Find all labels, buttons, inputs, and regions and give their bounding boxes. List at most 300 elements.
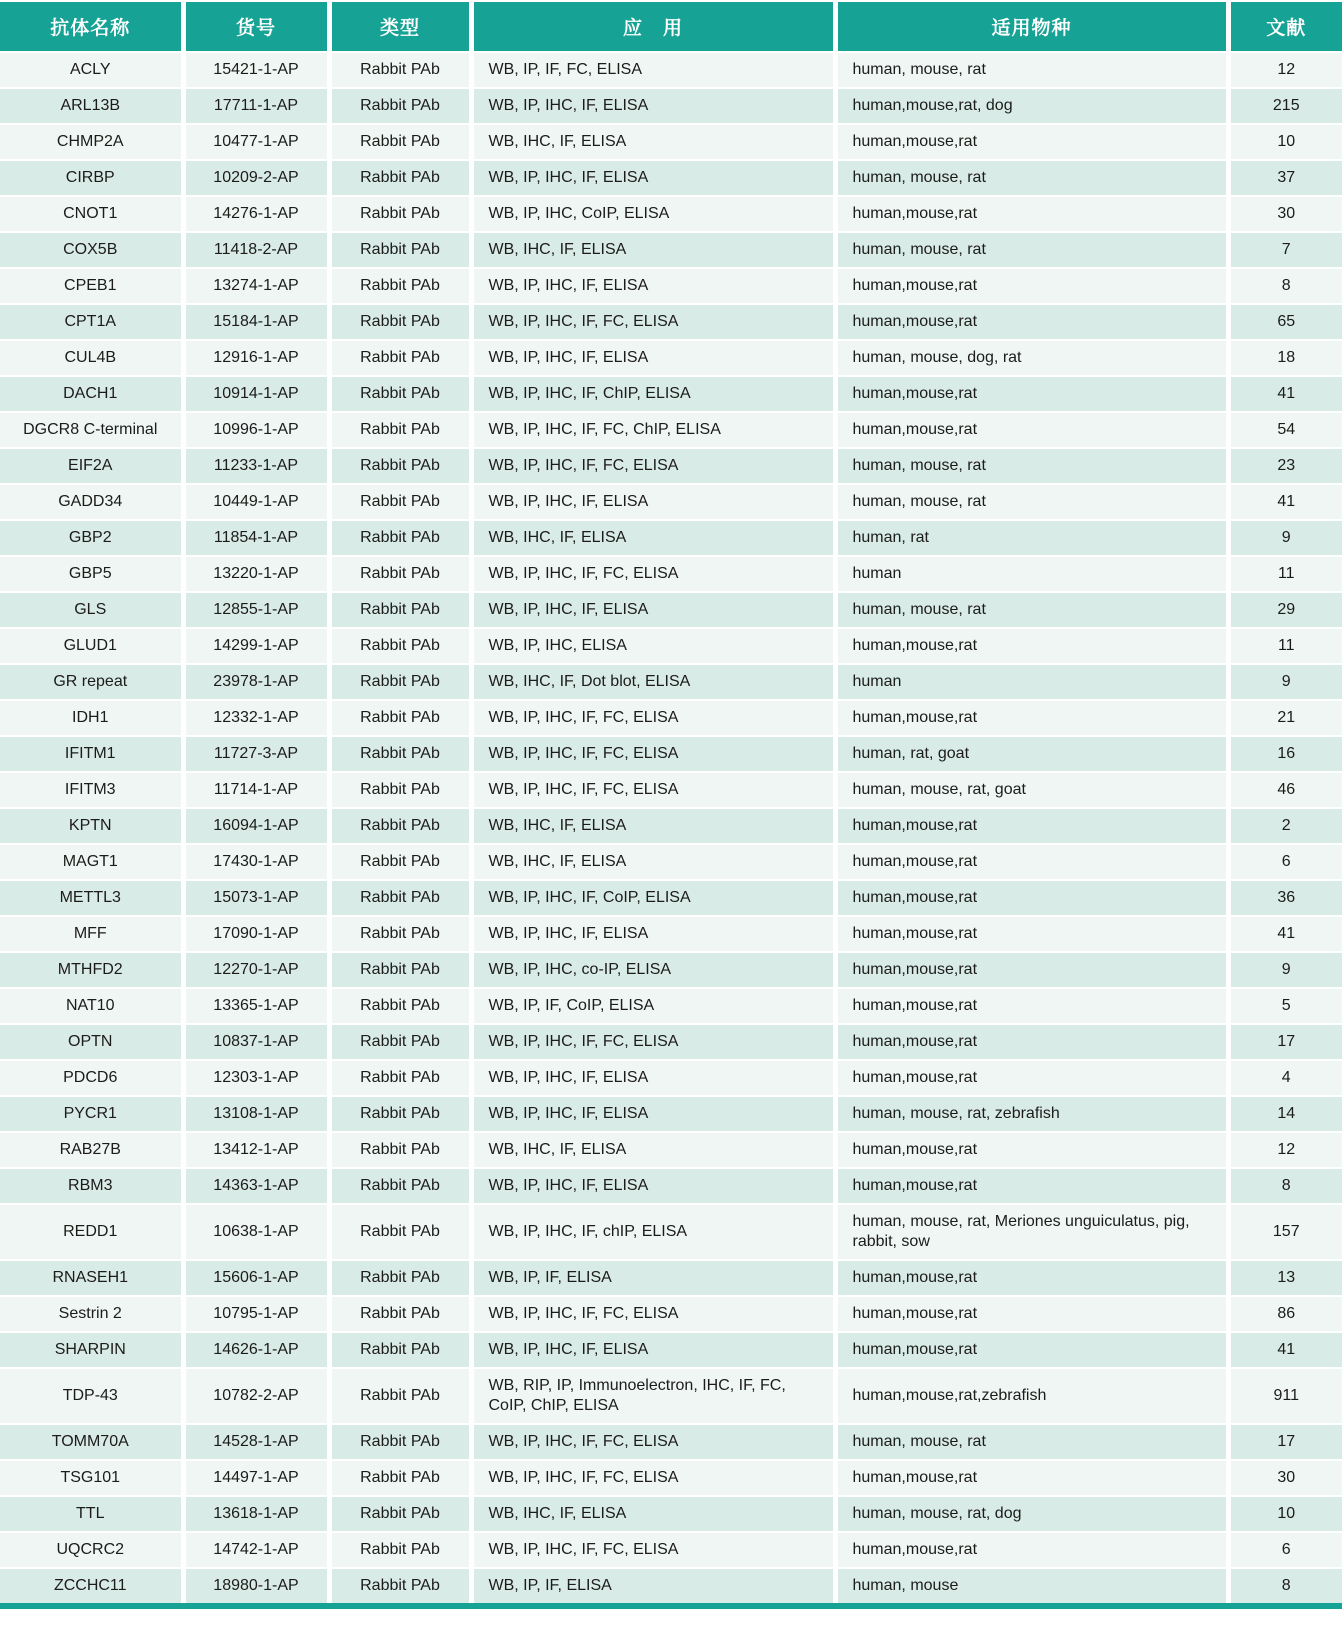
table-row	[0, 628, 1342, 664]
applications-cell: WB, IP, IF, CoIP, ELISA	[471, 988, 835, 1024]
header-row	[0, 1, 1342, 52]
table-row	[0, 1060, 1342, 1096]
type-cell: Rabbit PAb	[329, 304, 471, 340]
table-row	[0, 988, 1342, 1024]
catalog-number-cell: 13412-1-AP	[183, 1132, 329, 1168]
applications-cell: WB, IP, IHC, IF, FC, ELISA	[471, 772, 835, 808]
references-count-cell: 10	[1228, 124, 1342, 160]
applications-cell: WB, IP, IHC, IF, FC, ELISA	[471, 700, 835, 736]
references-count-cell: 30	[1228, 196, 1342, 232]
species-cell: human,mouse,rat	[835, 916, 1228, 952]
applications-cell: WB, IP, IHC, IF, ELISA	[471, 484, 835, 520]
type-cell: Rabbit PAb	[329, 232, 471, 268]
type-cell: Rabbit PAb	[329, 1260, 471, 1296]
catalog-number-cell: 10996-1-AP	[183, 412, 329, 448]
references-count-cell: 36	[1228, 880, 1342, 916]
catalog-number-cell: 12270-1-AP	[183, 952, 329, 988]
species-cell: human, mouse, rat, goat	[835, 772, 1228, 808]
table-row	[0, 952, 1342, 988]
applications-cell: WB, IP, IHC, IF, FC, ELISA	[471, 556, 835, 592]
antibody-name-cell: DACH1	[0, 376, 183, 412]
table-row	[0, 412, 1342, 448]
references-count-cell: 17	[1228, 1024, 1342, 1060]
applications-cell: WB, IHC, IF, Dot blot, ELISA	[471, 664, 835, 700]
species-cell: human,mouse,rat	[835, 412, 1228, 448]
table-row	[0, 1532, 1342, 1568]
type-cell: Rabbit PAb	[329, 412, 471, 448]
antibody-name-cell: ARL13B	[0, 88, 183, 124]
applications-cell: WB, IP, IHC, IF, ELISA	[471, 160, 835, 196]
species-cell: human,mouse,rat	[835, 1332, 1228, 1368]
references-count-cell: 157	[1228, 1204, 1342, 1260]
table-header	[0, 1, 1342, 52]
table-row	[0, 1424, 1342, 1460]
species-cell: human,mouse,rat	[835, 988, 1228, 1024]
catalog-number-cell: 17090-1-AP	[183, 916, 329, 952]
antibody-name-cell: CPT1A	[0, 304, 183, 340]
type-cell: Rabbit PAb	[329, 196, 471, 232]
catalog-number-cell: 10209-2-AP	[183, 160, 329, 196]
species-cell: human,mouse,rat,zebrafish	[835, 1368, 1228, 1424]
catalog-number-cell: 10782-2-AP	[183, 1368, 329, 1424]
type-cell: Rabbit PAb	[329, 592, 471, 628]
table-body	[0, 52, 1342, 1606]
antibody-name-cell: TDP-43	[0, 1368, 183, 1424]
catalog-number-cell: 12916-1-AP	[183, 340, 329, 376]
antibody-name-cell: GLUD1	[0, 628, 183, 664]
references-count-cell: 46	[1228, 772, 1342, 808]
species-cell: human,mouse,rat	[835, 1060, 1228, 1096]
references-count-cell: 8	[1228, 1568, 1342, 1606]
type-cell: Rabbit PAb	[329, 1532, 471, 1568]
species-cell: human, mouse, dog, rat	[835, 340, 1228, 376]
antibody-name-cell: MFF	[0, 916, 183, 952]
catalog-number-cell: 14528-1-AP	[183, 1424, 329, 1460]
species-cell: human, mouse, rat	[835, 484, 1228, 520]
antibody-name-cell: CHMP2A	[0, 124, 183, 160]
references-count-cell: 17	[1228, 1424, 1342, 1460]
catalog-number-cell: 10638-1-AP	[183, 1204, 329, 1260]
catalog-number-cell: 11418-2-AP	[183, 232, 329, 268]
type-cell: Rabbit PAb	[329, 448, 471, 484]
antibody-name-cell: GR repeat	[0, 664, 183, 700]
type-cell: Rabbit PAb	[329, 1332, 471, 1368]
type-cell: Rabbit PAb	[329, 772, 471, 808]
species-cell: human, mouse, rat	[835, 52, 1228, 88]
species-cell: human,mouse,rat	[835, 700, 1228, 736]
species-cell: human, mouse, rat, Meriones unguiculatus, pig, rabbit, sow	[835, 1204, 1228, 1260]
antibody-name-cell: CPEB1	[0, 268, 183, 304]
references-count-cell: 911	[1228, 1368, 1342, 1424]
antibody-name-cell: EIF2A	[0, 448, 183, 484]
references-count-cell: 6	[1228, 844, 1342, 880]
references-count-cell: 86	[1228, 1296, 1342, 1332]
references-count-cell: 7	[1228, 232, 1342, 268]
applications-cell: WB, IP, IHC, IF, ChIP, ELISA	[471, 376, 835, 412]
type-cell: Rabbit PAb	[329, 1024, 471, 1060]
table-row	[0, 304, 1342, 340]
antibody-name-cell: GBP5	[0, 556, 183, 592]
references-count-cell: 37	[1228, 160, 1342, 196]
references-count-cell: 23	[1228, 448, 1342, 484]
species-cell: human, mouse, rat	[835, 1424, 1228, 1460]
table-row	[0, 484, 1342, 520]
catalog-number-cell: 14742-1-AP	[183, 1532, 329, 1568]
species-cell: human,mouse,rat	[835, 376, 1228, 412]
references-count-cell: 8	[1228, 268, 1342, 304]
table-row	[0, 1096, 1342, 1132]
catalog-number-cell: 11714-1-AP	[183, 772, 329, 808]
applications-cell: WB, IP, IHC, IF, FC, ChIP, ELISA	[471, 412, 835, 448]
table-row	[0, 88, 1342, 124]
antibody-name-cell: REDD1	[0, 1204, 183, 1260]
antibody-name-cell: MTHFD2	[0, 952, 183, 988]
type-cell: Rabbit PAb	[329, 52, 471, 88]
catalog-number-cell: 16094-1-AP	[183, 808, 329, 844]
catalog-number-cell: 15184-1-AP	[183, 304, 329, 340]
catalog-number-cell: 14276-1-AP	[183, 196, 329, 232]
applications-cell: WB, IP, IHC, ELISA	[471, 628, 835, 664]
antibody-name-cell: PDCD6	[0, 1060, 183, 1096]
antibody-name-cell: DGCR8 C-terminal	[0, 412, 183, 448]
type-cell: Rabbit PAb	[329, 1168, 471, 1204]
species-cell: human,mouse,rat	[835, 268, 1228, 304]
table-row	[0, 520, 1342, 556]
species-cell: human,mouse,rat	[835, 1260, 1228, 1296]
applications-cell: WB, IP, IHC, IF, ELISA	[471, 1060, 835, 1096]
catalog-number-cell: 14299-1-AP	[183, 628, 329, 664]
catalog-number-cell: 15073-1-AP	[183, 880, 329, 916]
type-cell: Rabbit PAb	[329, 988, 471, 1024]
table-row	[0, 1368, 1342, 1424]
antibody-name-cell: CIRBP	[0, 160, 183, 196]
references-count-cell: 9	[1228, 520, 1342, 556]
species-cell: human, mouse, rat	[835, 232, 1228, 268]
species-cell: human,mouse,rat	[835, 1168, 1228, 1204]
references-count-cell: 14	[1228, 1096, 1342, 1132]
applications-cell: WB, IP, IHC, IF, ELISA	[471, 916, 835, 952]
references-count-cell: 30	[1228, 1460, 1342, 1496]
references-count-cell: 18	[1228, 340, 1342, 376]
references-count-cell: 13	[1228, 1260, 1342, 1296]
species-cell: human,mouse,rat	[835, 844, 1228, 880]
type-cell: Rabbit PAb	[329, 1496, 471, 1532]
type-cell: Rabbit PAb	[329, 124, 471, 160]
catalog-number-cell: 23978-1-AP	[183, 664, 329, 700]
applications-cell: WB, IP, IF, ELISA	[471, 1260, 835, 1296]
catalog-number-cell: 13274-1-AP	[183, 268, 329, 304]
antibody-name-cell: Sestrin 2	[0, 1296, 183, 1332]
antibody-name-cell: TTL	[0, 1496, 183, 1532]
table-row	[0, 880, 1342, 916]
references-count-cell: 41	[1228, 376, 1342, 412]
species-cell: human, mouse, rat	[835, 160, 1228, 196]
catalog-number-cell: 13108-1-AP	[183, 1096, 329, 1132]
species-cell: human,mouse,rat	[835, 196, 1228, 232]
species-cell: human,mouse,rat	[835, 304, 1228, 340]
antibody-name-cell: RNASEH1	[0, 1260, 183, 1296]
applications-cell: WB, IP, IHC, IF, ELISA	[471, 592, 835, 628]
applications-cell: WB, IP, IHC, IF, FC, ELISA	[471, 304, 835, 340]
table-row	[0, 1460, 1342, 1496]
table-row	[0, 1296, 1342, 1332]
antibody-name-cell: ZCCHC11	[0, 1568, 183, 1606]
species-cell: human,mouse,rat, dog	[835, 88, 1228, 124]
species-cell: human,mouse,rat	[835, 952, 1228, 988]
table-row	[0, 1568, 1342, 1606]
col-header-applications: 应 用	[471, 1, 835, 52]
applications-cell: WB, IP, IHC, IF, FC, ELISA	[471, 736, 835, 772]
species-cell: human, rat, goat	[835, 736, 1228, 772]
type-cell: Rabbit PAb	[329, 160, 471, 196]
catalog-number-cell: 12855-1-AP	[183, 592, 329, 628]
species-cell: human	[835, 664, 1228, 700]
table-row	[0, 268, 1342, 304]
table-row	[0, 448, 1342, 484]
references-count-cell: 10	[1228, 1496, 1342, 1532]
species-cell: human	[835, 556, 1228, 592]
table-row	[0, 160, 1342, 196]
applications-cell: WB, IHC, IF, ELISA	[471, 232, 835, 268]
references-count-cell: 11	[1228, 556, 1342, 592]
references-count-cell: 21	[1228, 700, 1342, 736]
references-count-cell: 54	[1228, 412, 1342, 448]
applications-cell: WB, IP, IHC, IF, FC, ELISA	[471, 1024, 835, 1060]
species-cell: human,mouse,rat	[835, 1296, 1228, 1332]
catalog-number-cell: 10837-1-AP	[183, 1024, 329, 1060]
col-header-antibody-name: 抗体名称	[0, 1, 183, 52]
species-cell: human,mouse,rat	[835, 124, 1228, 160]
table-row	[0, 736, 1342, 772]
references-count-cell: 8	[1228, 1168, 1342, 1204]
type-cell: Rabbit PAb	[329, 808, 471, 844]
applications-cell: WB, IP, IHC, IF, ELISA	[471, 1168, 835, 1204]
table-row	[0, 700, 1342, 736]
catalog-number-cell: 10795-1-AP	[183, 1296, 329, 1332]
catalog-number-cell: 11727-3-AP	[183, 736, 329, 772]
references-count-cell: 6	[1228, 1532, 1342, 1568]
species-cell: human, mouse	[835, 1568, 1228, 1606]
applications-cell: WB, IP, IHC, CoIP, ELISA	[471, 196, 835, 232]
species-cell: human, mouse, rat	[835, 448, 1228, 484]
antibody-name-cell: SHARPIN	[0, 1332, 183, 1368]
type-cell: Rabbit PAb	[329, 556, 471, 592]
species-cell: human, mouse, rat	[835, 592, 1228, 628]
species-cell: human,mouse,rat	[835, 1532, 1228, 1568]
table-row	[0, 664, 1342, 700]
type-cell: Rabbit PAb	[329, 1424, 471, 1460]
table-row	[0, 196, 1342, 232]
type-cell: Rabbit PAb	[329, 1368, 471, 1424]
table-row	[0, 1332, 1342, 1368]
references-count-cell: 215	[1228, 88, 1342, 124]
species-cell: human, mouse, rat, zebrafish	[835, 1096, 1228, 1132]
applications-cell: WB, IP, IHC, IF, FC, ELISA	[471, 1424, 835, 1460]
table-row	[0, 52, 1342, 88]
type-cell: Rabbit PAb	[329, 88, 471, 124]
catalog-number-cell: 12332-1-AP	[183, 700, 329, 736]
species-cell: human,mouse,rat	[835, 1460, 1228, 1496]
antibody-name-cell: GLS	[0, 592, 183, 628]
catalog-number-cell: 17430-1-AP	[183, 844, 329, 880]
col-header-references: 文献	[1228, 1, 1342, 52]
species-cell: human,mouse,rat	[835, 808, 1228, 844]
type-cell: Rabbit PAb	[329, 376, 471, 412]
catalog-number-cell: 15421-1-AP	[183, 52, 329, 88]
applications-cell: WB, IHC, IF, ELISA	[471, 124, 835, 160]
catalog-number-cell: 15606-1-AP	[183, 1260, 329, 1296]
catalog-number-cell: 14626-1-AP	[183, 1332, 329, 1368]
antibody-name-cell: RAB27B	[0, 1132, 183, 1168]
type-cell: Rabbit PAb	[329, 1132, 471, 1168]
type-cell: Rabbit PAb	[329, 736, 471, 772]
applications-cell: WB, IP, IHC, IF, FC, ELISA	[471, 1460, 835, 1496]
applications-cell: WB, IP, IHC, IF, ELISA	[471, 88, 835, 124]
type-cell: Rabbit PAb	[329, 340, 471, 376]
catalog-number-cell: 18980-1-AP	[183, 1568, 329, 1606]
antibody-name-cell: IFITM1	[0, 736, 183, 772]
catalog-number-cell: 13365-1-AP	[183, 988, 329, 1024]
antibody-name-cell: ACLY	[0, 52, 183, 88]
antibody-name-cell: CUL4B	[0, 340, 183, 376]
species-cell: human, rat	[835, 520, 1228, 556]
antibody-name-cell: METTL3	[0, 880, 183, 916]
catalog-number-cell: 12303-1-AP	[183, 1060, 329, 1096]
antibody-name-cell: TSG101	[0, 1460, 183, 1496]
antibody-name-cell: TOMM70A	[0, 1424, 183, 1460]
references-count-cell: 41	[1228, 1332, 1342, 1368]
applications-cell: WB, IP, IHC, IF, FC, ELISA	[471, 1296, 835, 1332]
table-row	[0, 916, 1342, 952]
applications-cell: WB, IP, IF, FC, ELISA	[471, 52, 835, 88]
applications-cell: WB, IP, IHC, IF, ELISA	[471, 1332, 835, 1368]
table-row	[0, 1168, 1342, 1204]
table-row	[0, 556, 1342, 592]
table-row	[0, 232, 1342, 268]
antibody-name-cell: MAGT1	[0, 844, 183, 880]
type-cell: Rabbit PAb	[329, 520, 471, 556]
references-count-cell: 11	[1228, 628, 1342, 664]
type-cell: Rabbit PAb	[329, 916, 471, 952]
references-count-cell: 65	[1228, 304, 1342, 340]
table-row	[0, 1496, 1342, 1532]
table-row	[0, 1260, 1342, 1296]
table-row	[0, 124, 1342, 160]
type-cell: Rabbit PAb	[329, 1096, 471, 1132]
antibody-name-cell: RBM3	[0, 1168, 183, 1204]
antibody-name-cell: COX5B	[0, 232, 183, 268]
table-row	[0, 376, 1342, 412]
applications-cell: WB, IP, IHC, IF, FC, ELISA	[471, 448, 835, 484]
applications-cell: WB, IP, IHC, IF, CoIP, ELISA	[471, 880, 835, 916]
antibody-name-cell: IDH1	[0, 700, 183, 736]
type-cell: Rabbit PAb	[329, 844, 471, 880]
catalog-number-cell: 13220-1-AP	[183, 556, 329, 592]
table-row	[0, 844, 1342, 880]
type-cell: Rabbit PAb	[329, 1568, 471, 1606]
applications-cell: WB, IHC, IF, ELISA	[471, 808, 835, 844]
antibody-name-cell: GBP2	[0, 520, 183, 556]
references-count-cell: 41	[1228, 484, 1342, 520]
references-count-cell: 12	[1228, 52, 1342, 88]
type-cell: Rabbit PAb	[329, 664, 471, 700]
applications-cell: WB, IP, IHC, IF, ELISA	[471, 1096, 835, 1132]
table-row	[0, 808, 1342, 844]
col-header-type: 类型	[329, 1, 471, 52]
species-cell: human, mouse, rat, dog	[835, 1496, 1228, 1532]
applications-cell: WB, IHC, IF, ELISA	[471, 520, 835, 556]
catalog-number-cell: 10477-1-AP	[183, 124, 329, 160]
species-cell: human,mouse,rat	[835, 1132, 1228, 1168]
references-count-cell: 16	[1228, 736, 1342, 772]
table-row	[0, 1132, 1342, 1168]
type-cell: Rabbit PAb	[329, 628, 471, 664]
catalog-number-cell: 13618-1-AP	[183, 1496, 329, 1532]
type-cell: Rabbit PAb	[329, 1204, 471, 1260]
species-cell: human,mouse,rat	[835, 880, 1228, 916]
references-count-cell: 9	[1228, 952, 1342, 988]
table-row	[0, 1024, 1342, 1060]
applications-cell: WB, IP, IHC, IF, FC, ELISA	[471, 1532, 835, 1568]
antibody-name-cell: KPTN	[0, 808, 183, 844]
references-count-cell: 41	[1228, 916, 1342, 952]
references-count-cell: 9	[1228, 664, 1342, 700]
table-row	[0, 592, 1342, 628]
antibody-name-cell: NAT10	[0, 988, 183, 1024]
type-cell: Rabbit PAb	[329, 1460, 471, 1496]
type-cell: Rabbit PAb	[329, 1060, 471, 1096]
references-count-cell: 12	[1228, 1132, 1342, 1168]
antibody-name-cell: UQCRC2	[0, 1532, 183, 1568]
catalog-number-cell: 11233-1-AP	[183, 448, 329, 484]
catalog-number-cell: 10914-1-AP	[183, 376, 329, 412]
catalog-number-cell: 14497-1-AP	[183, 1460, 329, 1496]
applications-cell: WB, IP, IHC, co-IP, ELISA	[471, 952, 835, 988]
type-cell: Rabbit PAb	[329, 880, 471, 916]
antibody-name-cell: GADD34	[0, 484, 183, 520]
applications-cell: WB, IHC, IF, ELISA	[471, 844, 835, 880]
antibody-name-cell: OPTN	[0, 1024, 183, 1060]
applications-cell: WB, IP, IHC, IF, ELISA	[471, 268, 835, 304]
antibody-name-cell: CNOT1	[0, 196, 183, 232]
species-cell: human,mouse,rat	[835, 1024, 1228, 1060]
applications-cell: WB, IHC, IF, ELISA	[471, 1496, 835, 1532]
references-count-cell: 2	[1228, 808, 1342, 844]
type-cell: Rabbit PAb	[329, 484, 471, 520]
catalog-number-cell: 10449-1-AP	[183, 484, 329, 520]
catalog-number-cell: 14363-1-AP	[183, 1168, 329, 1204]
col-header-species: 适用物种	[835, 1, 1228, 52]
references-count-cell: 4	[1228, 1060, 1342, 1096]
antibody-name-cell: PYCR1	[0, 1096, 183, 1132]
applications-cell: WB, IP, IHC, IF, ELISA	[471, 340, 835, 376]
type-cell: Rabbit PAb	[329, 1296, 471, 1332]
applications-cell: WB, RIP, IP, Immunoelectron, IHC, IF, FC, CoIP, ChIP, ELISA	[471, 1368, 835, 1424]
antibody-name-cell: IFITM3	[0, 772, 183, 808]
species-cell: human,mouse,rat	[835, 628, 1228, 664]
type-cell: Rabbit PAb	[329, 268, 471, 304]
type-cell: Rabbit PAb	[329, 952, 471, 988]
catalog-number-cell: 17711-1-AP	[183, 88, 329, 124]
applications-cell: WB, IHC, IF, ELISA	[471, 1132, 835, 1168]
applications-cell: WB, IP, IF, ELISA	[471, 1568, 835, 1606]
references-count-cell: 5	[1228, 988, 1342, 1024]
catalog-number-cell: 11854-1-AP	[183, 520, 329, 556]
references-count-cell: 29	[1228, 592, 1342, 628]
applications-cell: WB, IP, IHC, IF, chIP, ELISA	[471, 1204, 835, 1260]
col-header-catalog-number: 货号	[183, 1, 329, 52]
table-row	[0, 772, 1342, 808]
